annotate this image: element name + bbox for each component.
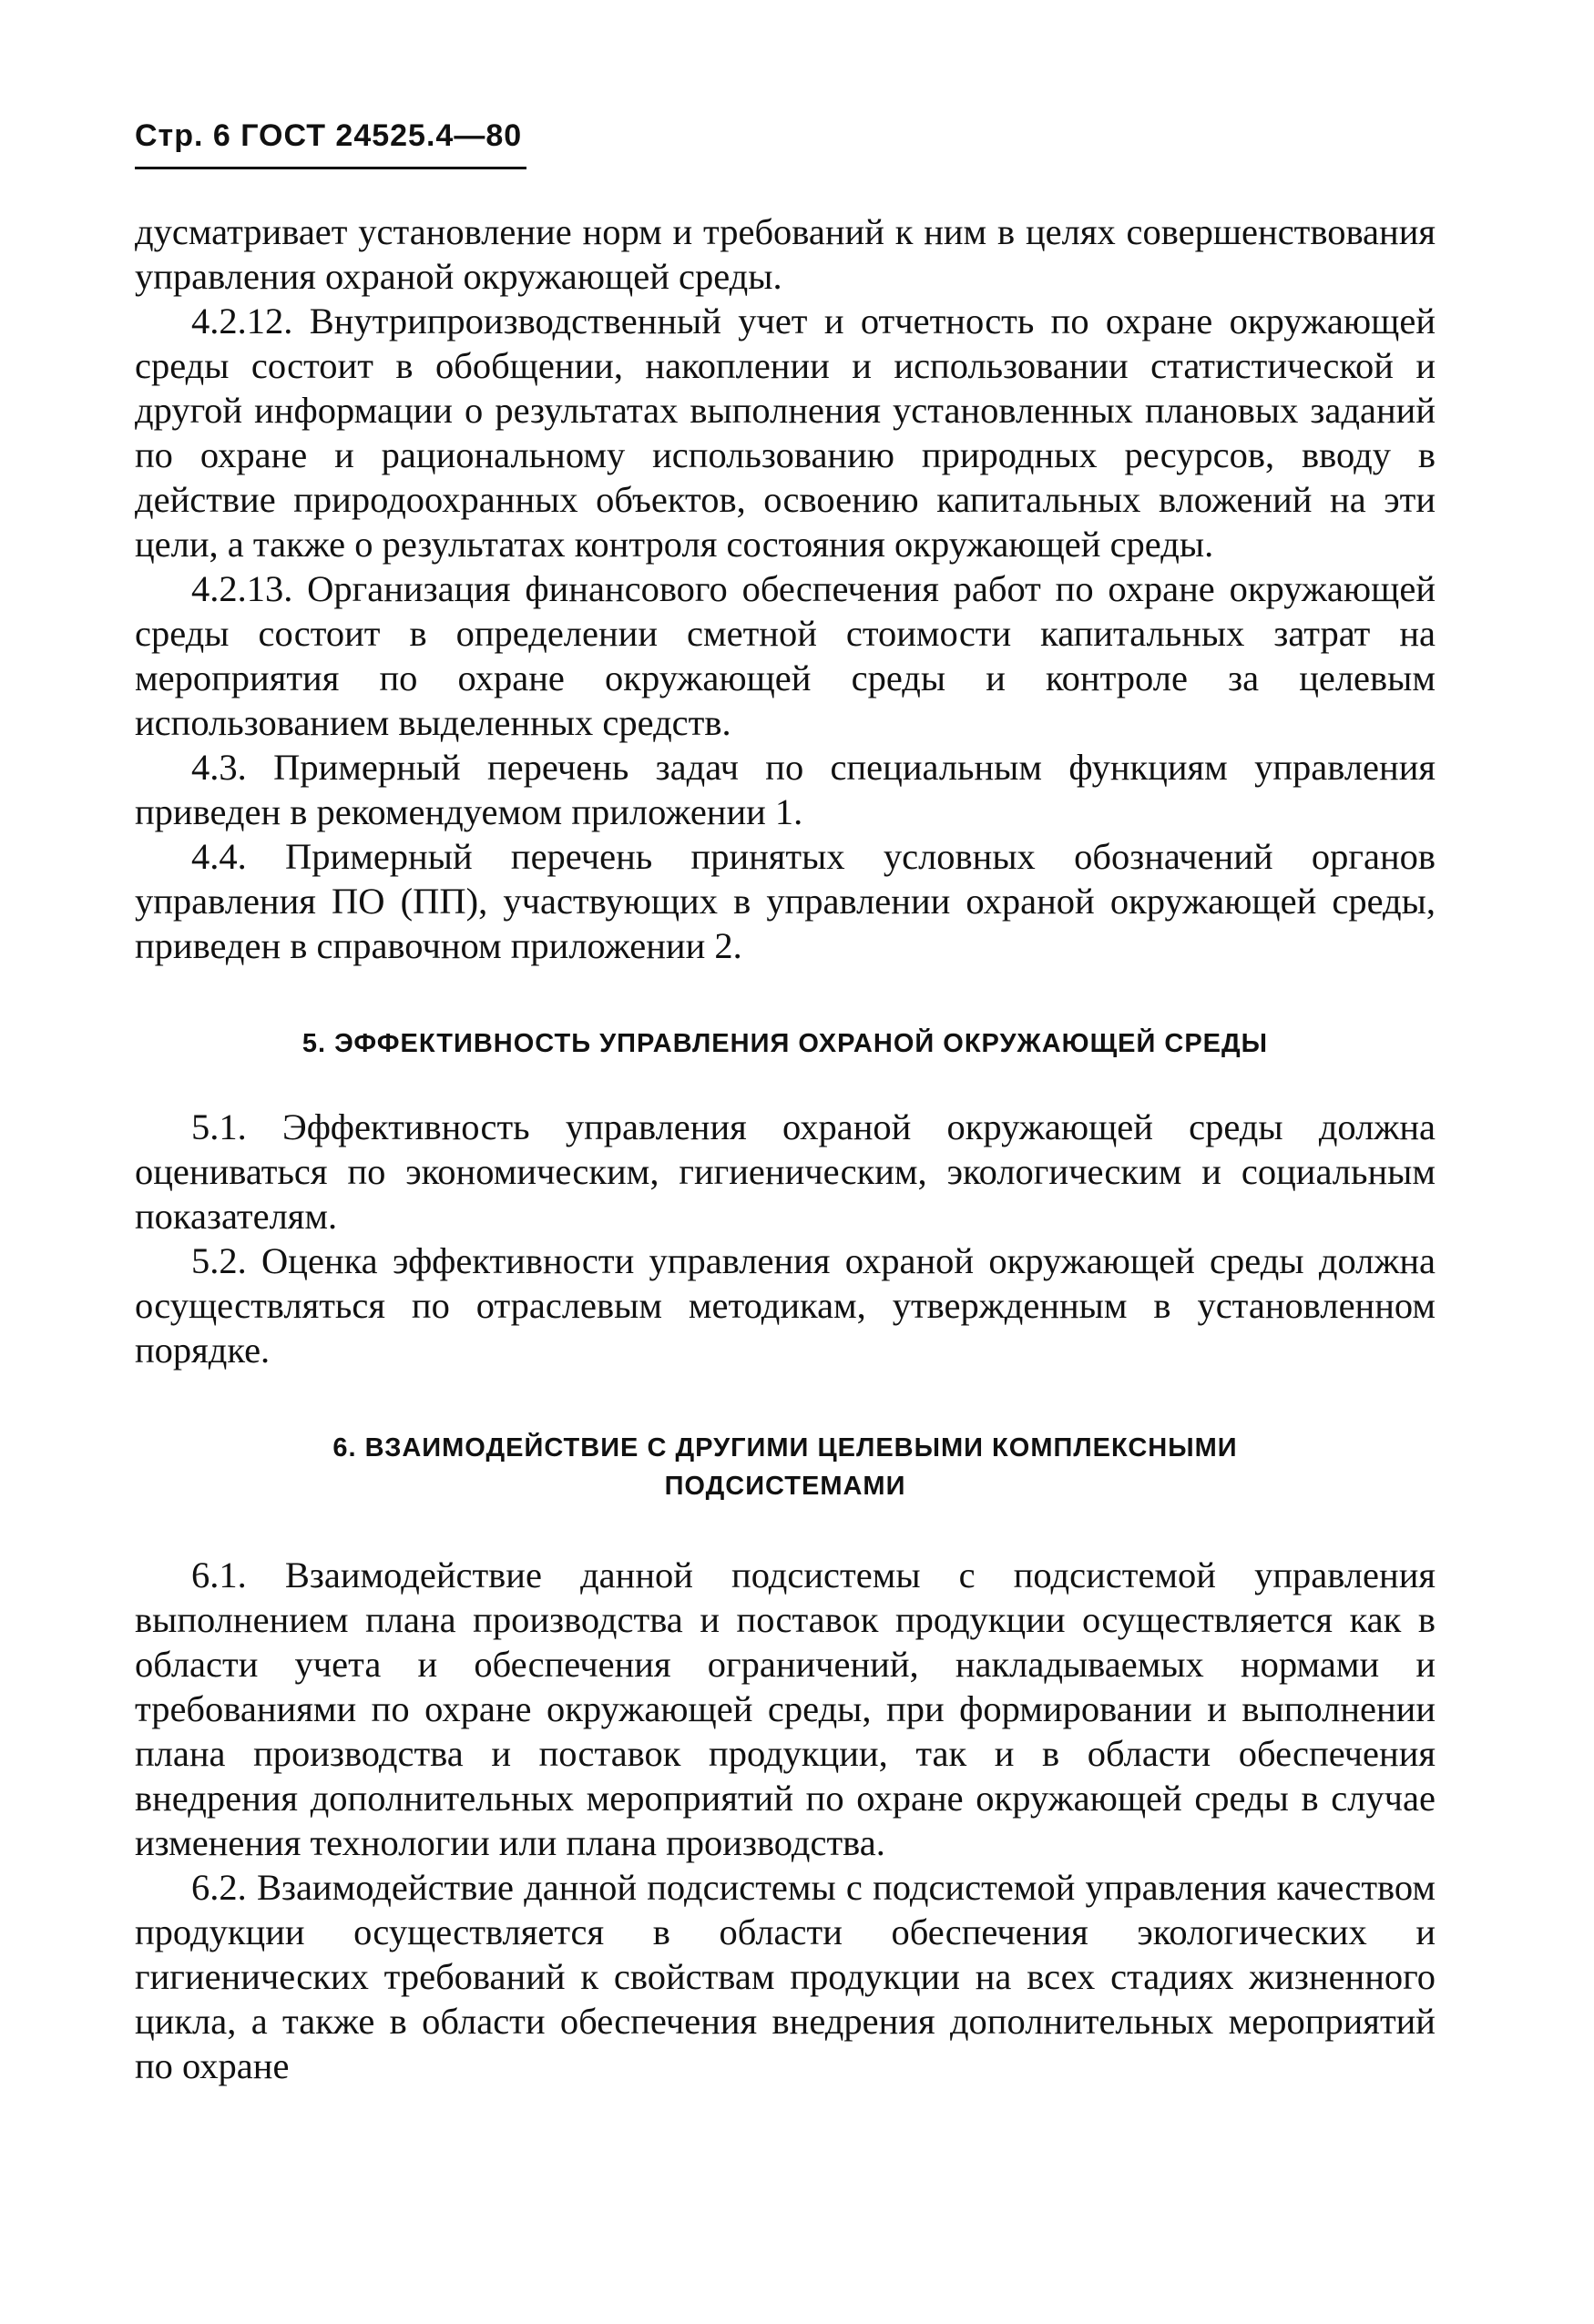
paragraph-4-2-12: 4.2.12. Внутрипроизводственный учет и отчетность по охране окружающей среды состоит в обобщении, накоплении и использовании статистической и другой информации о результатах выполнения установленных плановых заданий по охране и рациональному использованию природных ресурсов, вводу в действие природоохранных объектов, освоению капитальных вложений на эти цели, а также о результатах контроля состояния окружающей среды. bbox=[135, 301, 1436, 565]
paragraph-5-1: 5.1. Эффективность управления охраной окружающей среды должна оцениваться по экономическим, гигиеническим, экологическим и социальным показателям. bbox=[135, 1106, 1436, 1237]
section-6-title bbox=[135, 1429, 1436, 1505]
paragraph-6-1: 6.1. Взаимодействие данной подсистемы с подсистемой управления выполнением плана производства и поставок продукции осуществляется как в области учета и обеспечения ограничений, накладываемых нормами и требованиями по охране окружающей среды, при формировании и выполнении плана производства и поставок продукции, так и в области обеспечения внедрения дополнительных мероприятий по охране окружающей среды в случае изменения технологии или плана производства. bbox=[135, 1554, 1436, 1863]
paragraph-4-2-13: 4.2.13. Организация финансового обеспечения работ по охране окружающей среды состоит в определении сметной стоимости капитальных затрат на мероприятия по охране окружающей среды и контроле за целевым использованием выделенных средств. bbox=[135, 568, 1436, 743]
paragraph-5-2: 5.2. Оценка эффективности управления охраной окружающей среды должна осуществляться по отраслевым методикам, утвержденным в установленном порядке. bbox=[135, 1240, 1436, 1371]
section-6-title-line-2: ПОДСИСТЕМАМИ bbox=[664, 1472, 906, 1501]
running-header: Стр. 6 ГОСТ 24525.4—80 bbox=[135, 118, 526, 169]
paragraph-4-4: 4.4. Примерный перечень принятых условных обозначений органов управления ПО (ПП), участвующих в управлении охраной окружающей среды, приведен в справочном приложении 2. bbox=[135, 836, 1436, 966]
paragraph-4-3: 4.3. Примерный перечень задач по специальным функциям управления приведен в рекомендуемом приложении 1. bbox=[135, 747, 1436, 832]
section-6-title-line-1: 6. ВЗАИМОДЕЙСТВИЕ С ДРУГИМИ ЦЕЛЕВЫМИ КОМПЛЕКСНЫМИ bbox=[332, 1433, 1238, 1463]
paragraph-continuation: дусматривает установление норм и требований к ним в целях совершенствования управления охраной окружающей среды. bbox=[135, 211, 1436, 297]
paragraph-6-2: 6.2. Взаимодействие данной подсистемы с подсистемой управления качеством продукции осуществляется в области обеспечения экологических и гигиенических требований к свойствам продукции на всех стадиях жизненного цикла, а также в области обеспечения внедрения дополнительных мероприятий по охране bbox=[135, 1867, 1436, 2086]
document-page bbox=[135, 118, 1436, 2088]
section-5-title: 5. ЭФФЕКТИВНОСТЬ УПРАВЛЕНИЯ ОХРАНОЙ ОКРУЖАЮЩЕЙ СРЕДЫ bbox=[301, 1029, 1269, 1058]
